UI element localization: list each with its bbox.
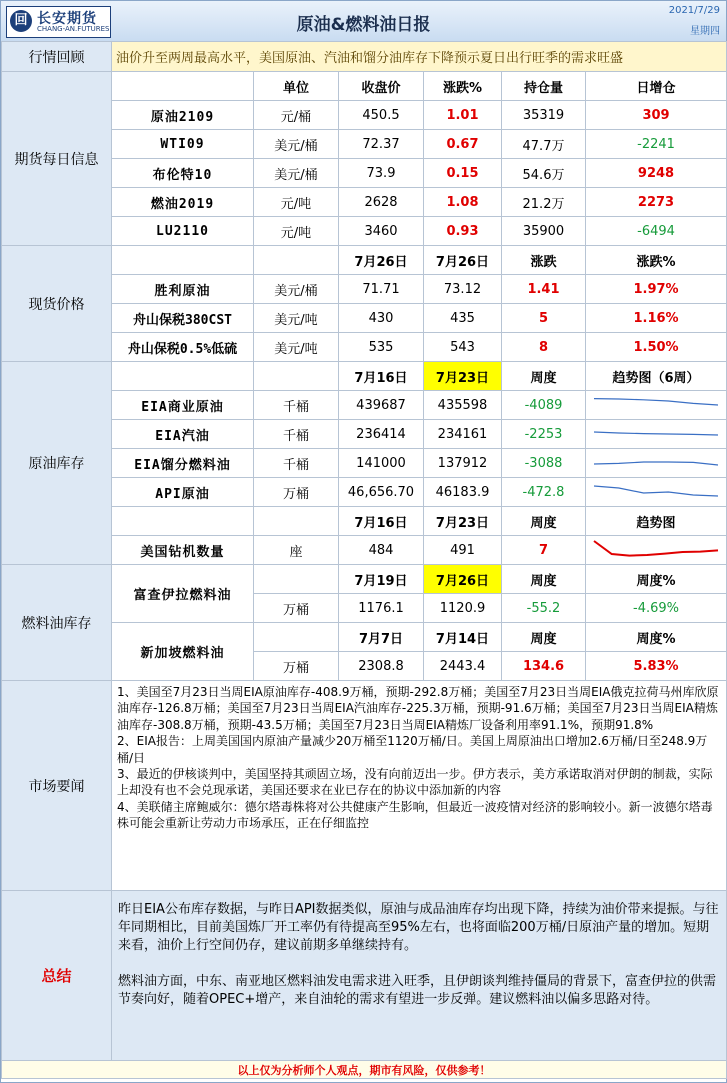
logo-cn-text: 长安期货: [37, 11, 97, 27]
fujairah-v1: 1176.1: [339, 594, 424, 623]
summary-paragraph: 燃料油方面，中东、南亚地区燃料油发电需求进入旺季，且伊朗谈判维持僵局的背景下，富查伊拉的供需节奏向好，随着OPEC+增产，来自油轮的需求有望进一步反弹。建议燃料油以偏多思路对待。: [118, 974, 717, 1007]
spot-label: 现货价格: [2, 246, 112, 362]
review-text: 油价升至两周最高水平，美国原油、汽油和馏分油库存下降预示夏日出行旺季的需求旺盛: [112, 42, 727, 72]
spot-unit: 美元/桶: [254, 275, 339, 304]
contract-chg: 1.01: [424, 101, 502, 130]
inv-name: EIA馏分燃料油: [112, 449, 254, 478]
spot-name: 胜利原油: [112, 275, 254, 304]
singapore-wk: 134.6: [502, 652, 586, 681]
spot-header-row: [2, 246, 727, 275]
singapore-v2: 2443.4: [424, 652, 502, 681]
trend-sparkline: [590, 480, 722, 504]
logo-emblem-icon: 回: [10, 10, 32, 32]
contract-unit: 元/吨: [254, 188, 339, 217]
contract-oi: 47.7万: [502, 130, 586, 159]
contract-name: LU2110: [112, 217, 254, 246]
spot-price2: 73.12: [424, 275, 502, 304]
contract-chg: 0.15: [424, 159, 502, 188]
singapore-header-date1: 7月7日: [339, 623, 424, 652]
sparkline-path: [594, 432, 718, 435]
rig-header-date1: 7月16日: [339, 507, 424, 536]
spot-pct: 1.97%: [586, 275, 727, 304]
fujairah-name: 富查伊拉燃料油: [112, 565, 254, 623]
sparkline-path: [594, 486, 718, 496]
rig-trend-cell: [586, 536, 727, 565]
inv-trend-cell: [586, 449, 727, 478]
rig-header-wk: 周度: [502, 507, 586, 536]
contract-daily: -6494: [586, 217, 727, 246]
contract-oi: 35319: [502, 101, 586, 130]
trend-sparkline: [590, 451, 722, 475]
inv-name: EIA汽油: [112, 420, 254, 449]
spot-chg: 8: [502, 333, 586, 362]
singapore-header-date2: 7月14日: [424, 623, 502, 652]
futures-header-oi: 持仓量: [502, 72, 586, 101]
rig-name: 美国钻机数量: [112, 536, 254, 565]
spot-unit: 美元/吨: [254, 304, 339, 333]
trend-sparkline: [590, 422, 722, 446]
report-title: 原油&燃料油日报: [296, 15, 431, 35]
contract-oi: 35900: [502, 217, 586, 246]
futures-header-blank: [112, 72, 254, 101]
fujairah-header-date1: 7月19日: [339, 565, 424, 594]
spot-name: 舟山保税0.5%低硫: [112, 333, 254, 362]
inv-wk: -2253: [502, 420, 586, 449]
rig-wk: 7: [502, 536, 586, 565]
summary-paragraph: 昨日EIA公布库存数据，与昨日API数据类似，原油与成品油库存均出现下降，持续为油价带来提振。与往年同期相比，目前美国炼厂开工率仍有待提高至95%左右，也将面临200万桶/日原油产量的增加。短期来看，油价上行空间仍存，建议前期多单继续持有。: [118, 902, 719, 953]
singapore-name: 新加坡燃料油: [112, 623, 254, 681]
inv-unit: 万桶: [254, 478, 339, 507]
contract-close: 2628: [339, 188, 424, 217]
rig-v2: 491: [424, 536, 502, 565]
spot-chg: 1.41: [502, 275, 586, 304]
singapore-header-blank: [254, 623, 339, 652]
fujairah-header-date2: 7月26日: [424, 565, 502, 594]
fujairah-header-blank: [254, 565, 339, 594]
spot-unit: 美元/吨: [254, 333, 339, 362]
inv-v2: 46183.9: [424, 478, 502, 507]
inv-v1: 236414: [339, 420, 424, 449]
futures-label: 期货每日信息: [2, 72, 112, 246]
spot-pct: 1.50%: [586, 333, 727, 362]
inv-wk: -472.8: [502, 478, 586, 507]
fuel-inv-label: 燃料油库存: [2, 565, 112, 681]
contract-unit: 元/桶: [254, 101, 339, 130]
spot-price2: 435: [424, 304, 502, 333]
crude-header-date2: 7月23日: [424, 362, 502, 391]
singapore-v1: 2308.8: [339, 652, 424, 681]
fujairah-pct: -4.69%: [586, 594, 727, 623]
inv-v1: 439687: [339, 391, 424, 420]
sparkline-path: [594, 462, 718, 465]
news-row: [2, 681, 727, 891]
report-table: [1, 41, 727, 1079]
news-item: 4、美联储主席鲍威尔：德尔塔毒株将对公共健康产生影响，但最近一波疫情对经济的影响较小。新一波德尔塔毒株可能会重新让劳动力市场承压，正在仔细监控: [117, 799, 713, 831]
spot-header-blank-unit: [254, 246, 339, 275]
crude-header-blank-unit: [254, 362, 339, 391]
inv-name: EIA商业原油: [112, 391, 254, 420]
inv-wk: -4089: [502, 391, 586, 420]
rig-header-blank: [112, 507, 254, 536]
contract-daily: -2241: [586, 130, 727, 159]
crude-header-blank: [112, 362, 254, 391]
inv-v2: 435598: [424, 391, 502, 420]
futures-header-daily: 日增仓: [586, 72, 727, 101]
singapore-header-wk: 周度: [502, 623, 586, 652]
inv-unit: 千桶: [254, 449, 339, 478]
singapore-header-pct: 周度%: [586, 623, 727, 652]
inv-v1: 141000: [339, 449, 424, 478]
contract-oi: 54.6万: [502, 159, 586, 188]
fujairah-header-wk: 周度: [502, 565, 586, 594]
fujairah-v2: 1120.9: [424, 594, 502, 623]
spot-name: 舟山保税380CST: [112, 304, 254, 333]
contract-close: 450.5: [339, 101, 424, 130]
futures-header-close: 收盘价: [339, 72, 424, 101]
sparkline-path: [594, 399, 718, 405]
spot-header-chg: 涨跌: [502, 246, 586, 275]
crude-header-trend: 趋势图（6周）: [586, 362, 727, 391]
logo-en-text: CHANG-AN.FUTURES: [37, 25, 110, 33]
fujairah-wk: -55.2: [502, 594, 586, 623]
crude-inv-header-row: [2, 362, 727, 391]
spot-price1: 71.71: [339, 275, 424, 304]
trend-sparkline: [590, 393, 722, 417]
inv-name: API原油: [112, 478, 254, 507]
report-date: 2021/7/29: [668, 5, 720, 16]
singapore-pct: 5.83%: [586, 652, 727, 681]
inv-v2: 234161: [424, 420, 502, 449]
rig-unit: 座: [254, 536, 339, 565]
report-header: [1, 1, 726, 43]
inv-trend-cell: [586, 420, 727, 449]
contract-chg: 0.93: [424, 217, 502, 246]
inv-wk: -3088: [502, 449, 586, 478]
contract-chg: 0.67: [424, 130, 502, 159]
contract-name: 布伦特10: [112, 159, 254, 188]
contract-name: 燃油2019: [112, 188, 254, 217]
contract-close: 73.9: [339, 159, 424, 188]
footer-row: [2, 1061, 727, 1079]
contract-name: WTI09: [112, 130, 254, 159]
futures-header-row: [2, 72, 727, 101]
crude-inv-label: 原油库存: [2, 362, 112, 565]
report-weekday: 星期四: [690, 26, 720, 37]
summary-label: 总结: [2, 891, 112, 1061]
spot-header-date1: 7月26日: [339, 246, 424, 275]
inv-trend-cell: [586, 478, 727, 507]
spot-chg: 5: [502, 304, 586, 333]
contract-name: 原油2109: [112, 101, 254, 130]
news-label: 市场要闻: [2, 681, 112, 891]
spot-header-date2: 7月26日: [424, 246, 502, 275]
contract-daily: 2273: [586, 188, 727, 217]
crude-header-wk: 周度: [502, 362, 586, 391]
review-label: 行情回顾: [2, 42, 112, 72]
news-item: 1、美国至7月23日当周EIA原油库存-408.9万桶，预期-292.8万桶；美国至7月23日当周EIA俄克拉荷马州库欣原油库存-126.8万桶；美国至7月23日当周EIA汽油库存-225.3万桶，预期-91.6万桶；美国至7月23日当周EIA精炼油库存-308.8万桶，预期-43.5万桶；美国至7月23日当周EIA精炼厂设备利用率91.1%，预期91.8%: [117, 685, 719, 732]
spot-price1: 430: [339, 304, 424, 333]
inv-v2: 137912: [424, 449, 502, 478]
contract-close: 3460: [339, 217, 424, 246]
futures-header-chg: 涨跌%: [424, 72, 502, 101]
sparkline-path: [594, 541, 718, 556]
contract-chg: 1.08: [424, 188, 502, 217]
singapore-unit: 万桶: [254, 652, 339, 681]
rig-header-trend: 趋势图: [586, 507, 727, 536]
contract-oi: 21.2万: [502, 188, 586, 217]
rig-header-date2: 7月23日: [424, 507, 502, 536]
spot-header-blank: [112, 246, 254, 275]
news-body: [112, 681, 727, 891]
inv-v1: 46,656.70: [339, 478, 424, 507]
fujairah-unit: 万桶: [254, 594, 339, 623]
spot-header-pct: 涨跌%: [586, 246, 727, 275]
inv-unit: 千桶: [254, 420, 339, 449]
disclaimer-text: 以上仅为分析师个人观点，期市有风险，仅供参考！: [2, 1061, 727, 1079]
inv-unit: 千桶: [254, 391, 339, 420]
spot-price2: 543: [424, 333, 502, 362]
contract-unit: 美元/桶: [254, 130, 339, 159]
review-row: [2, 42, 727, 72]
summary-body: [112, 891, 727, 1061]
crude-header-date1: 7月16日: [339, 362, 424, 391]
contract-close: 72.37: [339, 130, 424, 159]
summary-row: [2, 891, 727, 1061]
spot-price1: 535: [339, 333, 424, 362]
news-item: 2、EIA报告：上周美国国内原油产量减少20万桶至1120万桶/日。美国上周原油出口增加2.6万桶/日至248.9万桶/日: [117, 734, 708, 765]
contract-unit: 美元/桶: [254, 159, 339, 188]
contract-unit: 元/吨: [254, 217, 339, 246]
news-item: 3、最近的伊核谈判中，美国坚持其顽固立场，没有向前迈出一步。伊方表示，美方承诺取消对伊朗的制裁，实际上却没有也不会兑现承诺，美国还要求在业已存在的协议中添加新的内容: [117, 767, 713, 798]
inv-trend-cell: [586, 391, 727, 420]
spot-pct: 1.16%: [586, 304, 727, 333]
contract-daily: 9248: [586, 159, 727, 188]
contract-daily: 309: [586, 101, 727, 130]
rig-v1: 484: [339, 536, 424, 565]
fujairah-header-pct: 周度%: [586, 565, 727, 594]
rig-header-blank-unit: [254, 507, 339, 536]
fujairah-header-row: [2, 565, 727, 594]
rig-trend-sparkline: [590, 538, 722, 562]
futures-header-unit: 单位: [254, 72, 339, 101]
